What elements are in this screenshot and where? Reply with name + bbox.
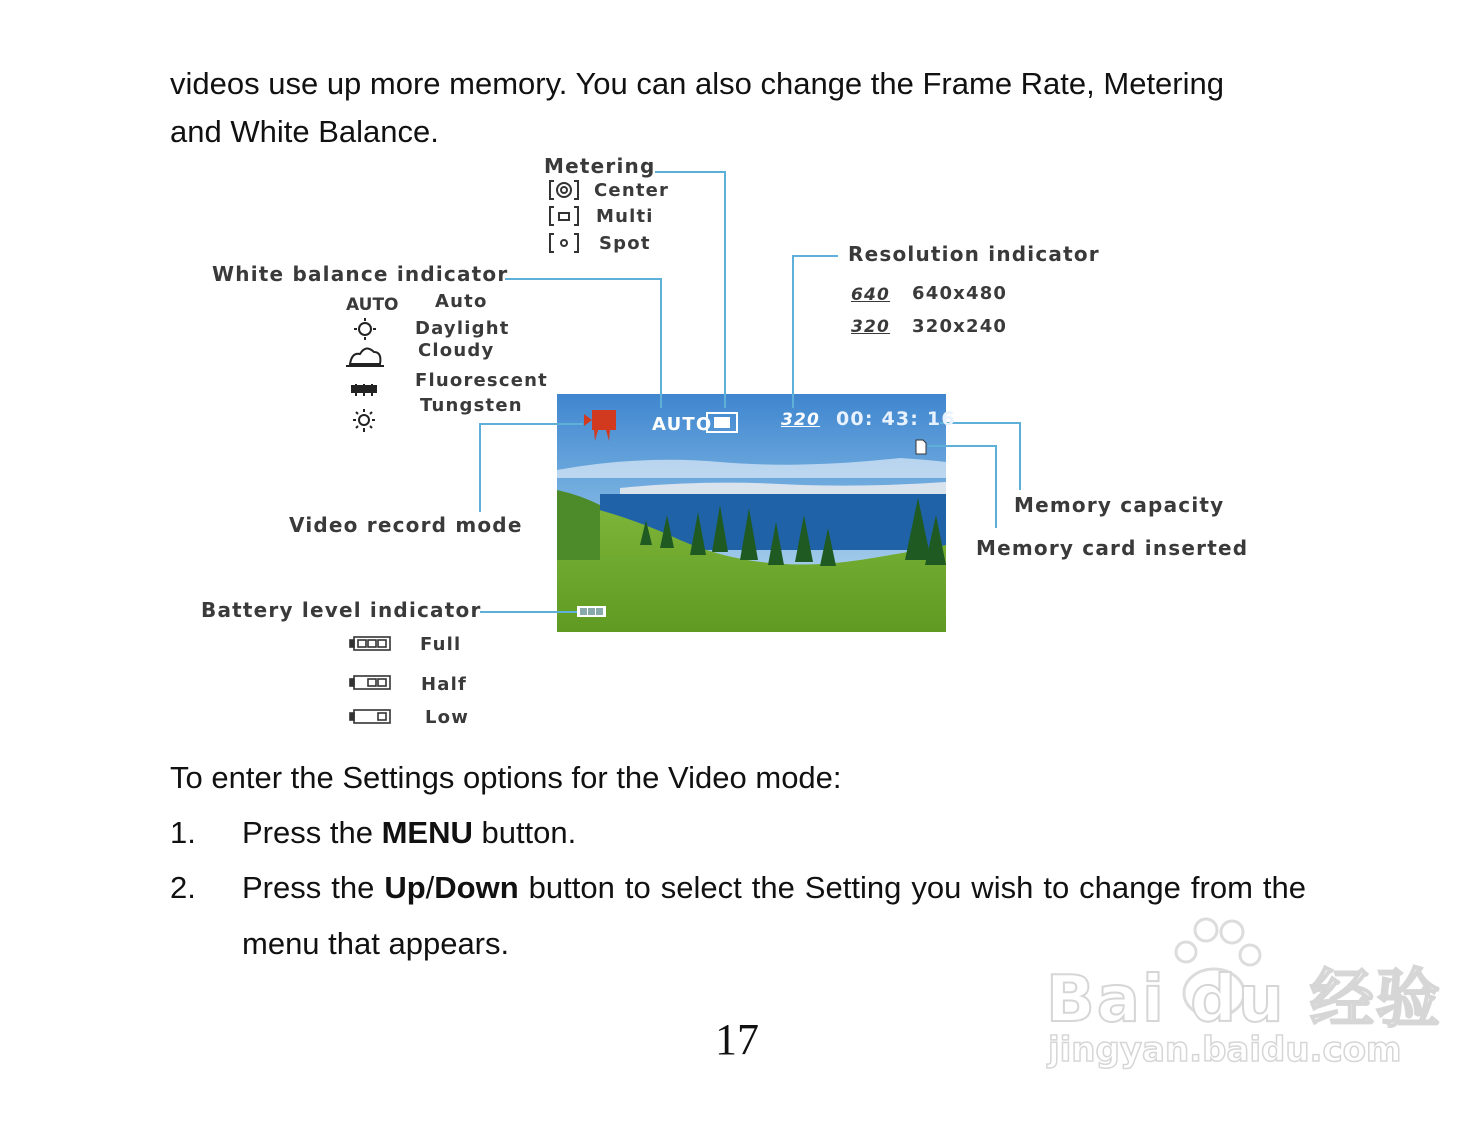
- res-icon-640: 640: [851, 285, 891, 305]
- wb-tungsten: Tungsten: [420, 395, 523, 416]
- menu-button-name: MENU: [381, 815, 473, 850]
- down-button-name: Down: [434, 870, 519, 905]
- intro-line-2: and White Balance.: [170, 114, 439, 149]
- step-2-text: Press the Up/Down button to select the Setting you wish to change from the menu that appears.: [242, 870, 1306, 961]
- screen-wb-auto: AUTO: [652, 414, 713, 435]
- watermark-url: jingyan.baidu.com: [1048, 1030, 1402, 1070]
- wb-fluorescent: Fluorescent: [415, 370, 548, 391]
- metering-title: Metering: [544, 154, 656, 178]
- step-1-text: Press the MENU button.: [242, 815, 577, 850]
- screen-timer: 00: 43: 16: [836, 408, 956, 430]
- resolution-title: Resolution indicator: [848, 242, 1100, 266]
- metering-multi: Multi: [596, 206, 654, 227]
- battery-half: Half: [421, 674, 468, 695]
- battery-title: Battery level indicator: [201, 598, 482, 622]
- memory-capacity-label: Memory capacity: [1014, 493, 1225, 517]
- wb-auto-symbol: AUTO: [346, 295, 399, 315]
- white-balance-title: White balance indicator: [212, 262, 509, 286]
- page-number: 17: [715, 1015, 759, 1064]
- up-button-name: Up: [384, 870, 426, 905]
- screen-resolution: 320: [781, 410, 821, 430]
- wb-daylight: Daylight: [415, 318, 510, 339]
- intro-line-1: videos use up more memory. You can also change the Frame Rate, Metering: [170, 66, 1224, 101]
- watermark-brand: Bai du 经验: [1046, 963, 1442, 1037]
- metering-spot: Spot: [599, 233, 651, 254]
- step-2-number: 2.: [170, 870, 196, 905]
- battery-low: Low: [425, 707, 470, 728]
- metering-center: Center: [594, 180, 670, 201]
- memory-card-label: Memory card inserted: [976, 536, 1249, 560]
- battery-full: Full: [420, 634, 462, 655]
- video-record-mode-label: Video record mode: [289, 513, 523, 537]
- step-1-number: 1.: [170, 815, 196, 850]
- wb-auto: Auto: [435, 291, 488, 312]
- res-320x240: 320x240: [912, 316, 1008, 337]
- res-icon-320: 320: [851, 317, 891, 337]
- instructions-heading: To enter the Settings options for the Video mode:: [170, 760, 842, 795]
- res-640x480: 640x480: [912, 283, 1008, 304]
- wb-cloudy: Cloudy: [418, 340, 495, 361]
